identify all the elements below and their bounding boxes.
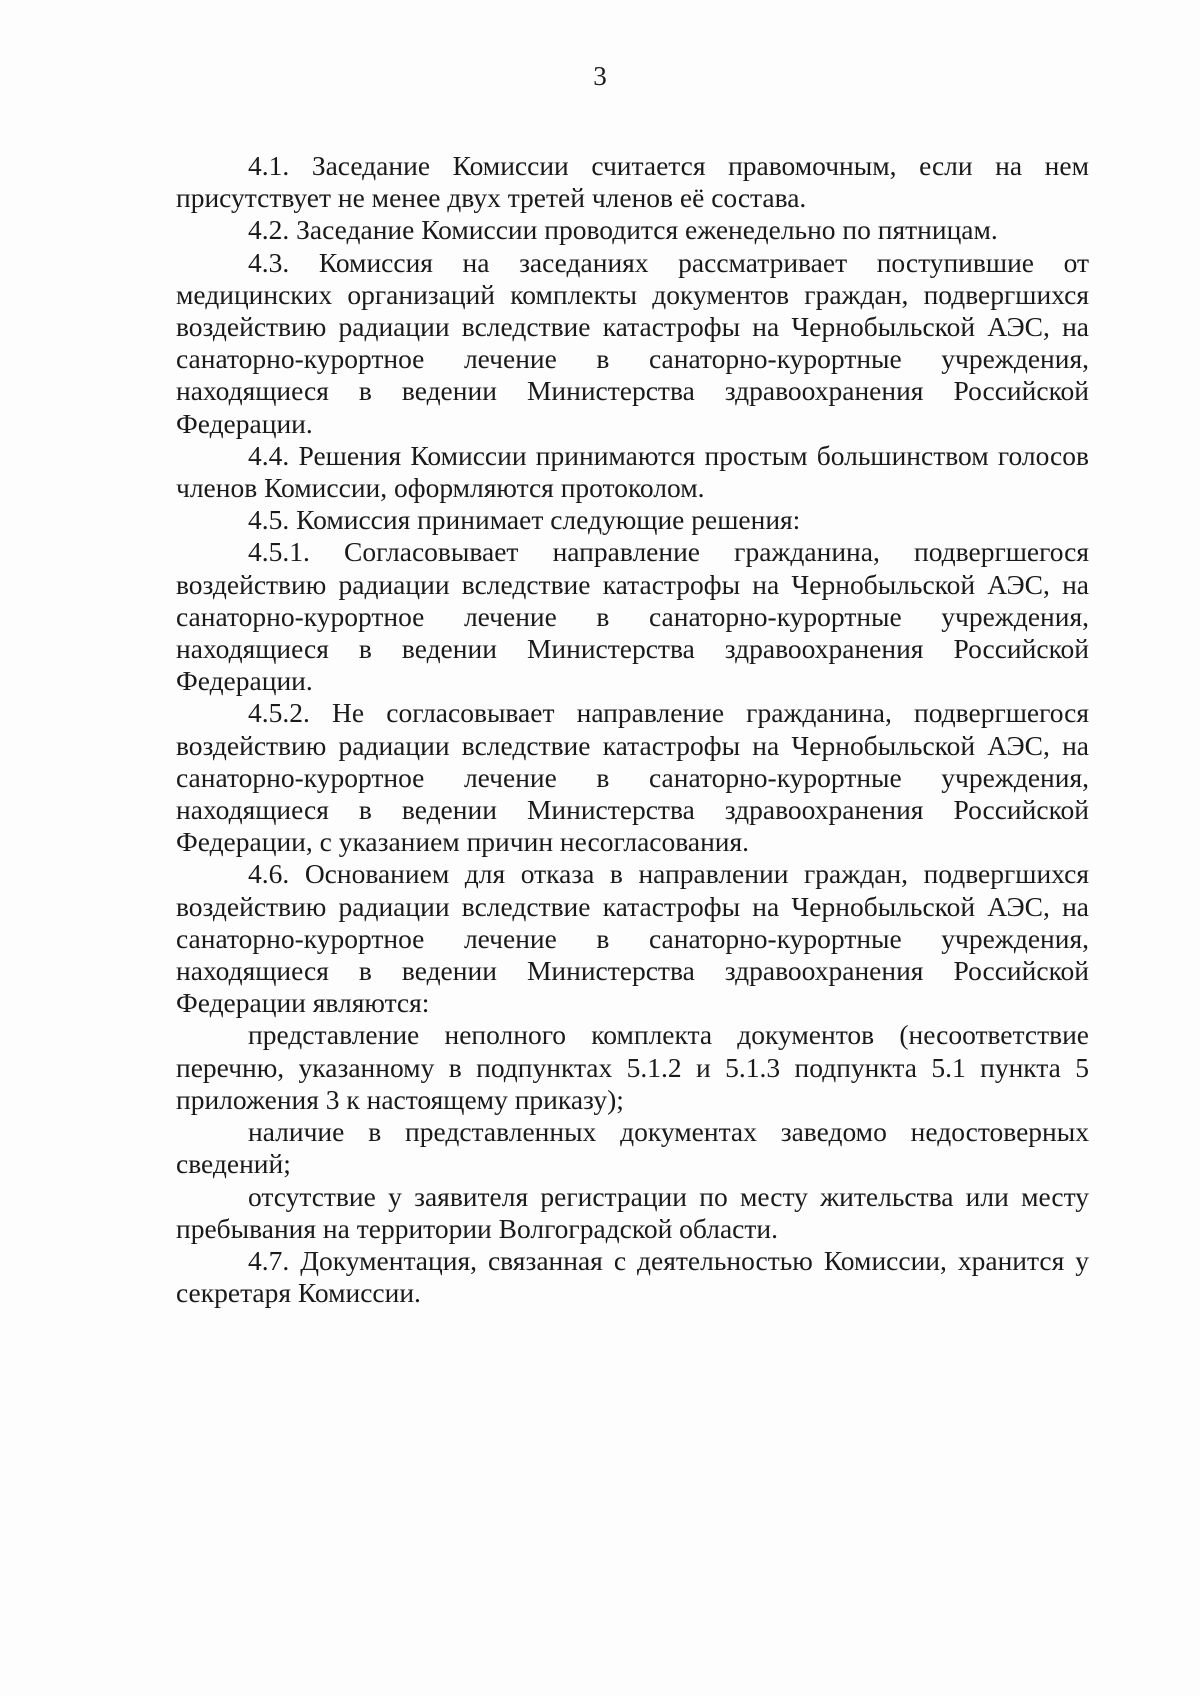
- paragraph-4-6: 4.6. Основанием для отказа в направлении граждан, подвергшихся воздействию радиации вследствие катастрофы на Чернобыльской АЭС, на санаторно-курортное лечение в санаторно-курортные учреждения, находящиеся в ведении Министерства здравоохранения Российской Федерации являются:: [176, 858, 1089, 1019]
- paragraph-4-5-1: 4.5.1. Согласовывает направление гражданина, подвергшегося воздействию радиации вследствие катастрофы на Чернобыльской АЭС, на санаторно-курортное лечение в санаторно-курортные учреждения, находящиеся в ведении Министерства здравоохранения Российской Федерации.: [176, 536, 1089, 697]
- refusal-ground-no-registration: отсутствие у заявителя регистрации по месту жительства или месту пребывания на территории Волгоградской области.: [176, 1180, 1089, 1244]
- refusal-ground-false-information: наличие в представленных документах заведомо недостоверных сведений;: [176, 1116, 1089, 1180]
- paragraph-4-2: 4.2. Заседание Комиссии проводится еженедельно по пятницам.: [248, 214, 998, 246]
- paragraph-4-7: 4.7. Документация, связанная с деятельностью Комиссии, хранится у секретаря Комиссии.: [176, 1244, 1089, 1309]
- paragraph-4-5: 4.5. Комиссия принимает следующие решения:: [248, 504, 801, 536]
- paragraph-4-3: 4.3. Комиссия на заседаниях рассматривает поступившие от медицинских организаций комплекты документов граждан, подвергшихся воздействию радиации вследствие катастрофы на Чернобыльской АЭС, на санаторно-курортное лечение в санаторно-курортные учреждения, находящиеся в ведении Министерства здравоохранения Российской Федерации.: [176, 246, 1089, 439]
- document-body: [176, 150, 1089, 1309]
- page-number: 3: [593, 61, 607, 91]
- refusal-ground-incomplete-documents: представление неполного комплекта документов (несоответствие перечню, указанному в подпунктах 5.1.2 и 5.1.3 подпункта 5.1 пункта 5 приложения 3 к настоящему приказу);: [176, 1019, 1089, 1115]
- paragraph-4-5-2: 4.5.2. Не согласовывает направление гражданина, подвергшегося воздействию радиации вследствие катастрофы на Чернобыльской АЭС, на санаторно-курортное лечение в санаторно-курортные учреждения, находящиеся в ведении Министерства здравоохранения Российской Федерации, с указанием причин несогласования.: [176, 697, 1089, 858]
- paragraph-4-4: 4.4. Решения Комиссии принимаются простым большинством голосов членов Комиссии, оформляются протоколом.: [176, 439, 1089, 504]
- paragraph-4-1: 4.1. Заседание Комиссии считается правомочным, если на нем присутствует не менее двух третей членов её состава.: [176, 150, 1089, 214]
